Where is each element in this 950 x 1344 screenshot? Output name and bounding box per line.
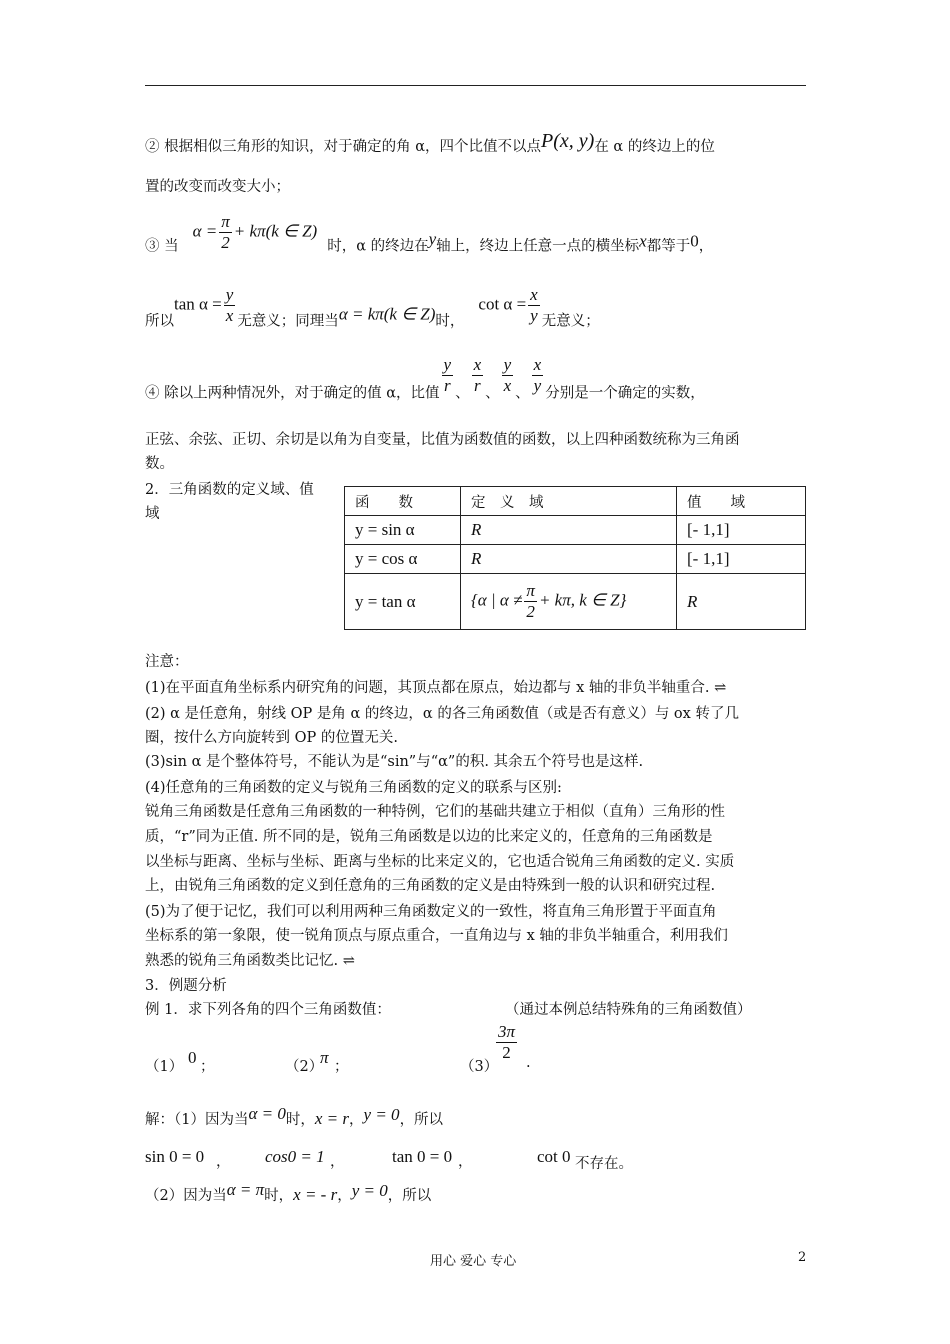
page-number: 2 — [798, 1250, 807, 1265]
text: 解：（1）因为当 — [145, 1112, 249, 1128]
section-2-heading-cont: 域 — [145, 506, 160, 522]
text: ， — [330, 1154, 345, 1170]
note-line: 质，“r”同为正值. 所不同的是，锐角三角函数是以边的比来定义的，任意角的三角函数是 — [145, 829, 713, 845]
math: y = 0 — [363, 1105, 400, 1124]
math: α = kπ(k ∈ Z) — [338, 304, 436, 324]
text: ，所以 — [399, 1112, 444, 1128]
note-line: (4)任意角的三角函数的定义与锐角三角函数的定义的联系与区别: — [145, 780, 562, 796]
cell: [- 1,1] — [677, 545, 806, 574]
note-line: (3)sin α 是个整体符号，不能认为是“sin”与“α”的积. 其余五个符号也是这样. — [145, 754, 644, 770]
para-3b — [145, 285, 600, 331]
text: ， — [216, 1154, 231, 1170]
text: ， — [698, 238, 714, 255]
para-2 — [145, 130, 715, 156]
denominator: y — [530, 306, 538, 325]
math: π — [320, 1048, 329, 1067]
numerator: y — [503, 355, 512, 374]
denominator: x — [503, 376, 512, 395]
math: cos0 = 1 — [265, 1147, 325, 1166]
denominator: x — [225, 306, 234, 325]
note-line: 上，由锐角三角函数的定义到任意角的三角函数的定义是由特殊到一般的认识和研究过程. — [145, 878, 716, 894]
solution-line-1 — [145, 1104, 443, 1129]
math: 0 — [188, 1048, 197, 1067]
denominator: r — [443, 376, 451, 395]
denominator: 2 — [526, 602, 535, 621]
math: x = - r — [293, 1185, 338, 1204]
para-4 — [145, 355, 705, 403]
note-line: 坐标系的第一象限，使一锐角顶点与原点重合，一直角边与 x 轴的非负半轴重合，利用我们 — [145, 928, 728, 944]
text: 轴上，终边上任意一点的横坐标 — [436, 238, 640, 255]
math: cot α = — [478, 294, 527, 314]
math: α = π — [226, 1180, 265, 1199]
text: 时， — [285, 1112, 315, 1128]
trig-domain-table — [344, 486, 806, 630]
text: . — [526, 1055, 531, 1071]
item-label: （3） — [460, 1059, 499, 1075]
numerator: 3π — [498, 1022, 516, 1041]
text: 在 α 的终边上的位 — [594, 139, 715, 155]
text: 所以 — [145, 313, 174, 330]
header-cell: 函 数 — [345, 487, 461, 516]
text: ， — [337, 1188, 352, 1204]
math: + kπ, k ∈ Z} — [538, 590, 627, 610]
table-header — [345, 487, 806, 516]
text: 分别是一个确定的实数， — [545, 385, 705, 402]
math: cot 0 — [537, 1147, 571, 1166]
text: 时， — [264, 1188, 294, 1204]
math: tan 0 = 0 — [392, 1147, 453, 1166]
math: α = 0 — [248, 1104, 286, 1123]
numerator: y — [225, 285, 234, 304]
note-line: (5)为了便于记忆，我们可以利用两种三角函数定义的一致性，将直角三角形置于平面直角 — [145, 904, 717, 920]
text: ， — [349, 1112, 364, 1128]
cell: R — [677, 574, 806, 630]
section-3-heading: 3．例题分析 — [145, 978, 227, 994]
math: sin 0 = 0 — [145, 1147, 205, 1166]
note-line: 以坐标与距离、坐标与坐标、距离与坐标的比来定义的，它也适合锐角三角函数的定义. 实质 — [145, 854, 735, 870]
denominator: 2 — [221, 233, 230, 252]
para-4-end: 数。 — [145, 456, 174, 472]
math: tan α = — [174, 294, 222, 314]
text: 都等于 — [646, 238, 691, 255]
numerator: π — [526, 581, 535, 600]
numerator: y — [443, 355, 452, 374]
para-3 — [145, 212, 713, 256]
item-label: （1） — [145, 1059, 184, 1075]
cell: R — [461, 545, 677, 574]
solution-line-2 — [145, 1180, 431, 1205]
text: 无意义；同理当 — [237, 313, 339, 330]
denominator: 2 — [502, 1043, 511, 1062]
cell: y = cos α — [345, 545, 461, 574]
note-line: 熟悉的锐角三角函数类比记忆. ⇌ — [145, 953, 355, 969]
footer-text: 用心 爱心 专心 — [430, 1254, 517, 1269]
para-2-cont: 置的改变而改变大小； — [145, 179, 290, 195]
math: y = 0 — [351, 1181, 388, 1200]
note-line: (1)在平面直角坐标系内研究角的问题，其顶点都在原点，始边都与 x 轴的非负半轴重合. ⇌ — [145, 680, 727, 696]
text: ④ 除以上两种情况外，对于确定的值 α，比值 — [145, 385, 440, 402]
math: x = r — [314, 1109, 350, 1128]
header-cell: 值 域 — [677, 487, 806, 516]
text: ； — [334, 1059, 349, 1075]
math: {α | α ≠ — [471, 590, 523, 610]
example-1-note: （通过本例总结特殊角的三角函数值） — [505, 1002, 752, 1018]
math: 0 — [690, 231, 699, 251]
numerator: π — [221, 212, 230, 231]
cell — [461, 574, 677, 630]
math: y — [428, 229, 437, 249]
denominator: y — [533, 376, 542, 395]
table-row — [345, 574, 806, 630]
text: 不存在。 — [575, 1156, 633, 1172]
math: + kπ(k ∈ Z) — [233, 221, 318, 241]
cell: R — [461, 516, 677, 545]
cell: y = sin α — [345, 516, 461, 545]
cell: y = tan α — [345, 574, 461, 630]
numerator: x — [530, 285, 538, 304]
note-line: (2) α 是任意角，射线 OP 是角 α 的终边，α 的各三角函数值（或是否有意义）与 ox 转了几 — [145, 706, 739, 722]
header-rule — [145, 85, 806, 86]
example-1-title: 例 1．求下列各角的四个三角函数值： — [145, 1002, 391, 1018]
text: 时，α 的终边在 — [327, 238, 429, 255]
text: ③ 当 — [145, 238, 179, 255]
header-cell: 定 义 域 — [461, 487, 677, 516]
sep: 、 — [455, 385, 470, 402]
table-row — [345, 545, 806, 574]
math: α = — [192, 221, 218, 241]
item-label: （2） — [285, 1059, 324, 1075]
text: （2）因为当 — [145, 1188, 227, 1204]
table-row — [345, 516, 806, 545]
note-line: 注意： — [145, 654, 189, 670]
denominator: r — [474, 376, 481, 395]
numerator: x — [473, 355, 482, 374]
text: ② 根据相似三角形的知识，对于确定的角 α，四个比值不以点 — [145, 139, 542, 155]
math-point: P(x, y) — [541, 130, 595, 152]
text: 时， — [435, 313, 465, 330]
sep: 、 — [515, 385, 530, 402]
cell: [- 1,1] — [677, 516, 806, 545]
text: ，所以 — [387, 1188, 432, 1204]
math: x — [639, 231, 647, 251]
text: 无意义； — [541, 313, 600, 330]
sep: 、 — [485, 385, 500, 402]
text: ； — [200, 1059, 215, 1075]
numerator: x — [533, 355, 542, 374]
para-4-cont: 正弦、余弦、正切、余切是以角为自变量，比值为函数值的函数，以上四种函数统称为三角函 — [145, 432, 740, 448]
note-line: 圈，按什么方向旋转到 OP 的位置无关. — [145, 730, 398, 746]
note-line: 锐角三角函数是任意角三角函数的一种特例，它们的基础共建立于相似（直角）三角形的性 — [145, 804, 725, 820]
section-2-heading: 2．三角函数的定义域、值 — [145, 482, 314, 498]
text: ， — [458, 1154, 473, 1170]
